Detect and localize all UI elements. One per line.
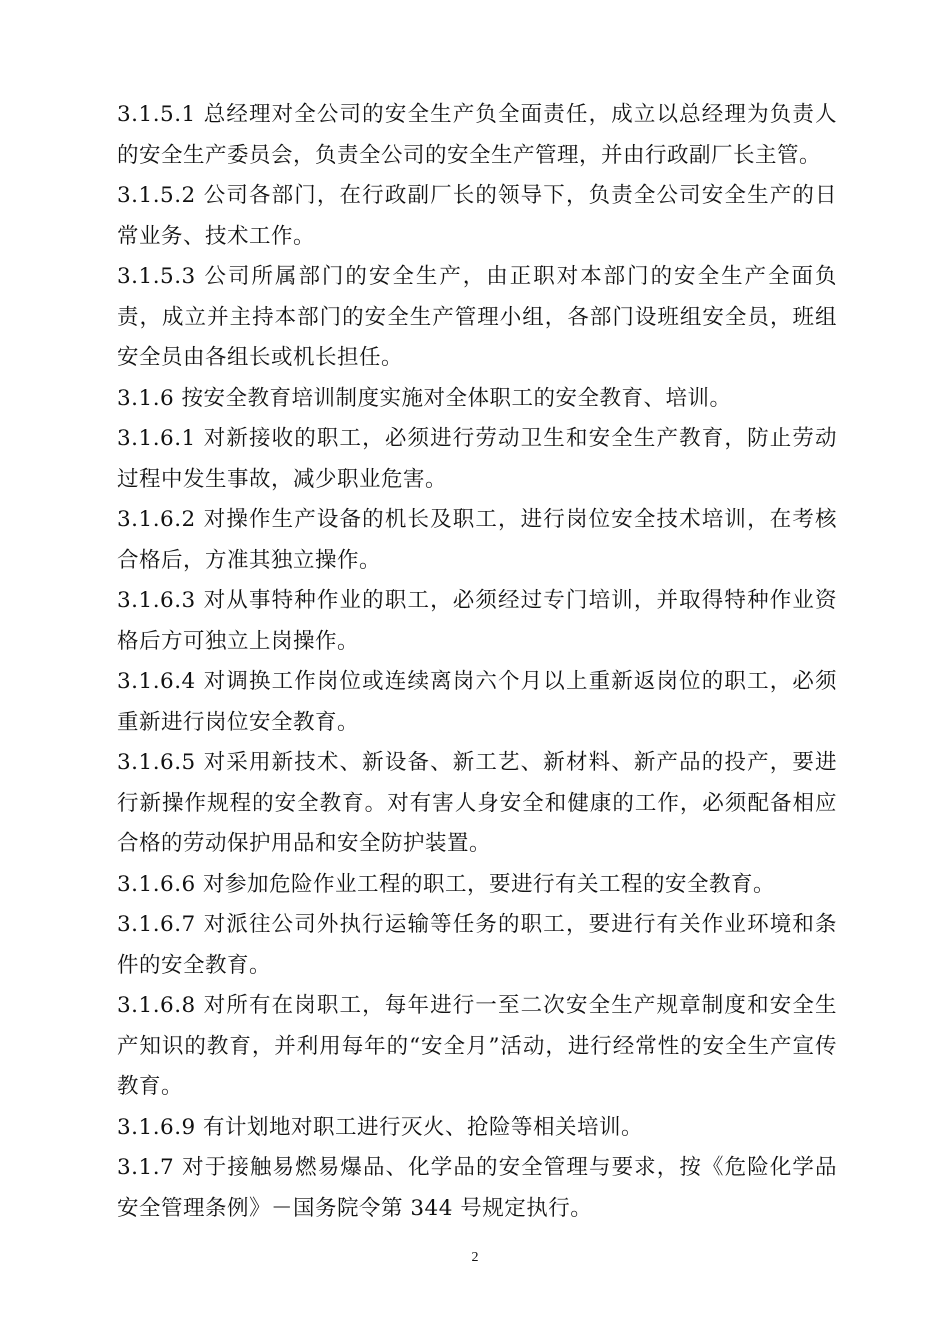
paragraph-3-1-5-3: 3.1.5.3 公司所属部门的安全生产，由正职对本部门的安全生产全面负责，成立并主持本部门的安全生产管理小组，各部门设班组安全员，班组安全员由各组长或机长担任。 — [117, 264, 837, 370]
paragraph-3-1-5-1: 3.1.5.1 总经理对全公司的安全生产负全面责任，成立以总经理为负责人的安全生产委员会，负责全公司的安全生产管理，并由行政副厂长主管。 — [117, 102, 837, 168]
page-number: 2 — [471, 1250, 479, 1265]
paragraph-3-1-7: 3.1.7 对于接触易燃易爆品、化学品的安全管理与要求，按《危险化学品安全管理条例》－国务院令第 344 号规定执行。 — [117, 1155, 837, 1221]
paragraph-3-1-6-1: 3.1.6.1 对新接收的职工，必须进行劳动卫生和安全生产教育，防止劳动过程中发生事故，减少职业危害。 — [117, 426, 837, 492]
paragraph-3-1-6-9: 3.1.6.9 有计划地对职工进行灭火、抢险等相关培训。 — [117, 1114, 644, 1140]
paragraph-3-1-6: 3.1.6 按安全教育培训制度实施对全体职工的安全教育、培训。 — [117, 385, 732, 411]
paragraph-3-1-5-2: 3.1.5.2 公司各部门，在行政副厂长的领导下，负责全公司安全生产的日常业务、技术工作。 — [117, 183, 837, 249]
paragraph-3-1-6-2: 3.1.6.2 对操作生产设备的机长及职工，进行岗位安全技术培训，在考核合格后，方准其独立操作。 — [117, 507, 837, 573]
paragraph-3-1-6-5: 3.1.6.5 对采用新技术、新设备、新工艺、新材料、新产品的投产，要进行新操作规程的安全教育。对有害人身安全和健康的工作，必须配备相应合格的劳动保护用品和安全防护装置。 — [117, 750, 837, 856]
paragraph-3-1-6-4: 3.1.6.4 对调换工作岗位或连续离岗六个月以上重新返岗位的职工，必须重新进行岗位安全教育。 — [117, 669, 837, 735]
paragraph-3-1-6-8: 3.1.6.8 对所有在岗职工，每年进行一至二次安全生产规章制度和安全生产知识的教育，并利用每年的“安全月”活动，进行经常性的安全生产宣传教育。 — [117, 993, 837, 1099]
paragraph-3-1-6-3: 3.1.6.3 对从事特种作业的职工，必须经过专门培训，并取得特种作业资格后方可独立上岗操作。 — [117, 588, 837, 654]
paragraph-3-1-6-7: 3.1.6.7 对派往公司外执行运输等任务的职工，要进行有关作业环境和条件的安全教育。 — [117, 912, 837, 978]
paragraph-3-1-6-6: 3.1.6.6 对参加危险作业工程的职工，要进行有关工程的安全教育。 — [117, 871, 776, 897]
document-body — [117, 95, 837, 1229]
